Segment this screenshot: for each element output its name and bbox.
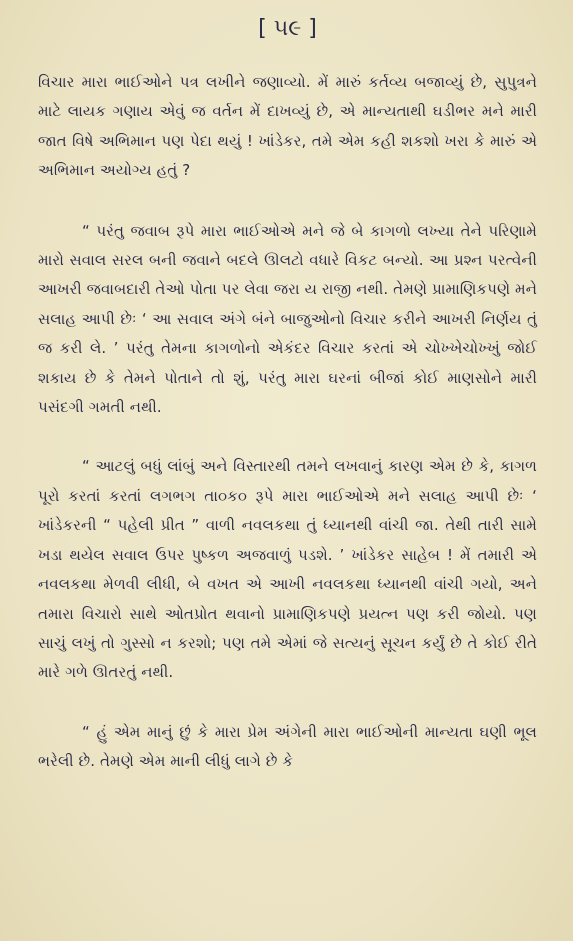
paragraph-4: “ હું એમ માનું છું કે મારા પ્રેમ અંગેની મારા ભાઈઓની માન્યતા ઘણી ભૂલ ભરેલી છે. તેમણે એમ માની લીધું લાગે છે કે [38, 722, 537, 771]
paragraph-1: વિચાર મારા ભાઈઓને પત્ર લખીને જણાવ્યો. મેં મારું કર્તવ્ય બજાવ્યું છે, સુપુત્રને માટે લાયક ગણાય એવું જ વર્તન મેં દાખવ્યું છે, એ માન્યતાથી ઘડીભર મને મારી જાત વિષે અભિમાન પણ પેદા થયું ! ખાંડેકર, તમે એમ કહી શકશો ખરા કે મારું એ અભિમાન અયોગ્ય હતું ? [38, 73, 537, 180]
paragraph-2: “ પરંતુ જવાબ રૂપે મારા ભાઈઓએ મને જે બે કાગળો લખ્યા તેને પરિણામે મારો સવાલ સરલ બની જવાને બદલે ઊલટો વધારે વિકટ બન્યો. આ પ્રશ્ન પરત્વેની આખરી જવાબદારી તેઓ પોતા પર લેવા જરા ય રાજી નથી. તેમણે પ્રામાણિકપણે મને સલાહ આપી છેઃ ‘ આ સવાલ અંગે બંને બાજુઓનો વિચાર કરીને આખરી નિર્ણય તું જ કરી લે. ’ પરંતુ તેમના કાગળોનો એકંદર વિચાર કરતાં એ ચોખ્ખેચોખ્ખું જોઈ શકાય છે કે તેમને પોતાને તો શું, પરંતુ મારા ઘરનાં બીજાં કોઈ માણસોને મારી પસંદગી ગમતી નથી. [38, 221, 537, 417]
page-number: [ ૫૯ ] [258, 16, 317, 41]
paragraph-3: “ આટલું બધું લાંબું અને વિસ્તારથી તમને લખવાનું કારણ એમ છે કે, કાગળ પૂરો કરતાં કરતાં લગભગ તા૦ક૦ રૂપે મારા ભાઈઓએ મને સલાહ આપી છેઃ ‘ ખાંડેકરની “ પહેલી પ્રીત ” વાળી નવલકથા તું ધ્યાનથી વાંચી જા. તેથી તારી સામે ખડા થયેલ સવાલ ઉપર પુષ્કળ અજવાળું પડશે. ’ ખાંડેકર સાહેબ ! મેં તમારી એ નવલકથા મેળવી લીધી, બે વખત એ આખી નવલકથા ધ્યાનથી વાંચી ગયો, અને તમારા વિચારો સાથે ઓતપ્રોત થવાનો પ્રામાણિકપણે પ્રયત્ન પણ કરી જોયો. પણ સાચું લખું તો ગુસ્સો ન કરશો; પણ તમે એમાં જે સત્યનું સૂચન કર્યું છે તે કોઈ રીતે મારે ગળે ઊતરતું નથી. [38, 457, 537, 682]
